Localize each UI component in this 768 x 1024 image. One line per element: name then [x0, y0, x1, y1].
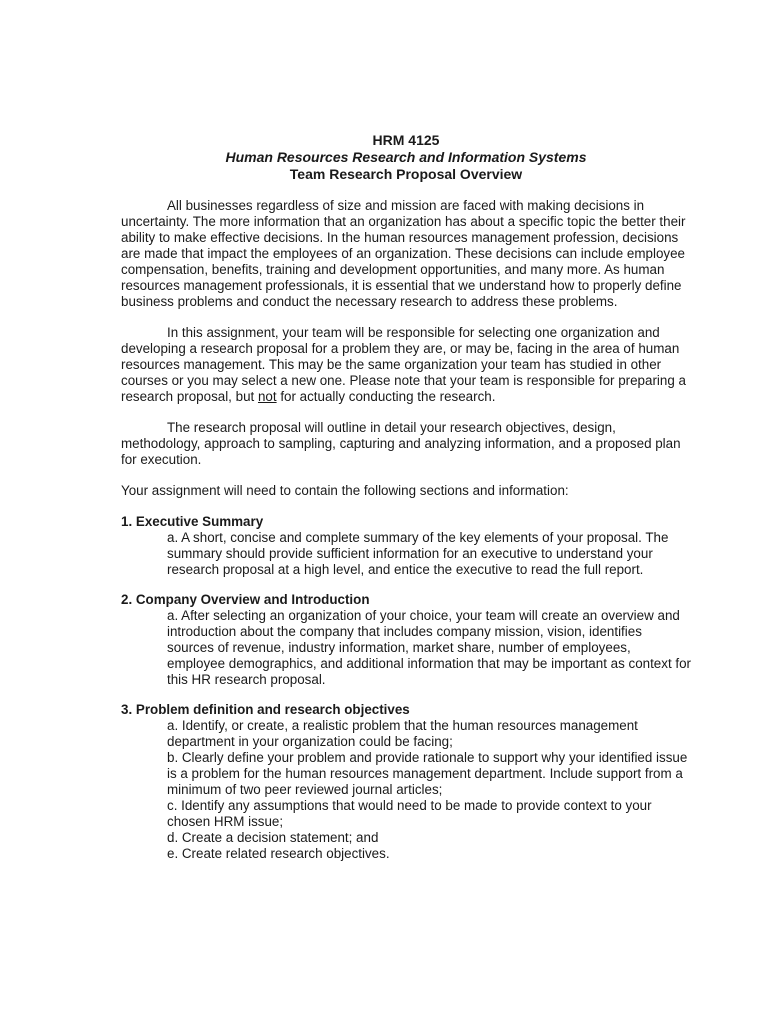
section-item: a. Identify, or create, a realistic problem that the human resources management department in your organization could be facing;: [167, 718, 638, 749]
section-item: a. A short, concise and complete summary of the key elements of your proposal. The summary should provide sufficient information for an executive to understand your research proposal at a high level, and entice the executive to read the full report.: [167, 530, 669, 577]
document-body: [121, 132, 691, 876]
section-title: 3. Problem definition and research objectives: [121, 702, 410, 717]
course-title: Human Resources Research and Information Systems: [225, 149, 587, 165]
sections-intro: Your assignment will need to contain the following sections and information:: [121, 483, 569, 498]
course-code: HRM 4125: [372, 132, 440, 148]
assignment-text-before: In this assignment, your team will be responsible for selecting one organization and developing a research proposal for a problem they are, or may be, facing in the area of human resources management. This may be the same organization your team has studied in other courses or you may select a new one. Please note that your team is responsible for preparing a research proposal, but: [121, 325, 686, 404]
section-title: 1. Executive Summary: [121, 514, 264, 529]
section-executive-summary: [121, 514, 691, 578]
section-problem-definition: [121, 702, 691, 862]
proposal-paragraph: The research proposal will outline in detail your research objectives, design, methodology, approach to sampling, capturing and analyzing information, and a proposed plan for execution.: [121, 420, 681, 467]
section-item: e. Create related research objectives.: [167, 846, 390, 861]
document-title: Team Research Proposal Overview: [289, 166, 523, 182]
intro-paragraph: All businesses regardless of size and mission are faced with making decisions in uncertainty. The more information that an organization has about a specific topic the better their ability to make effective decisions. In the human resources management profession, decisions are made that impact the employees of an organization. These decisions can include employee compensation, benefits, training and development opportunities, and many more. As human resources management professionals, it is essential that we understand how to properly define business problems and conduct the necessary research to address these problems.: [121, 198, 686, 309]
section-item: b. Clearly define your problem and provide rationale to support why your identified issue is a problem for the human resources management department. Include support from a minimum of two peer reviewed journal articles;: [167, 750, 688, 797]
assignment-text-after: for actually conducting the research.: [276, 389, 496, 404]
section-item: d. Create a decision statement; and: [167, 830, 379, 845]
assignment-paragraph: [121, 325, 691, 405]
section-item: c. Identify any assumptions that would need to be made to provide context to your chosen HRM issue;: [167, 798, 652, 829]
document-header: [121, 132, 691, 183]
section-item: a. After selecting an organization of your choice, your team will create an overview and introduction about the company that includes company mission, vision, identifies sources of revenue, industry information, market share, number of employees, employee demographics, and additional information that may be important as context for this HR research proposal.: [167, 608, 692, 687]
section-title: 2. Company Overview and Introduction: [121, 592, 370, 607]
section-company-overview: [121, 592, 691, 688]
emphasis-not: not: [257, 389, 277, 404]
